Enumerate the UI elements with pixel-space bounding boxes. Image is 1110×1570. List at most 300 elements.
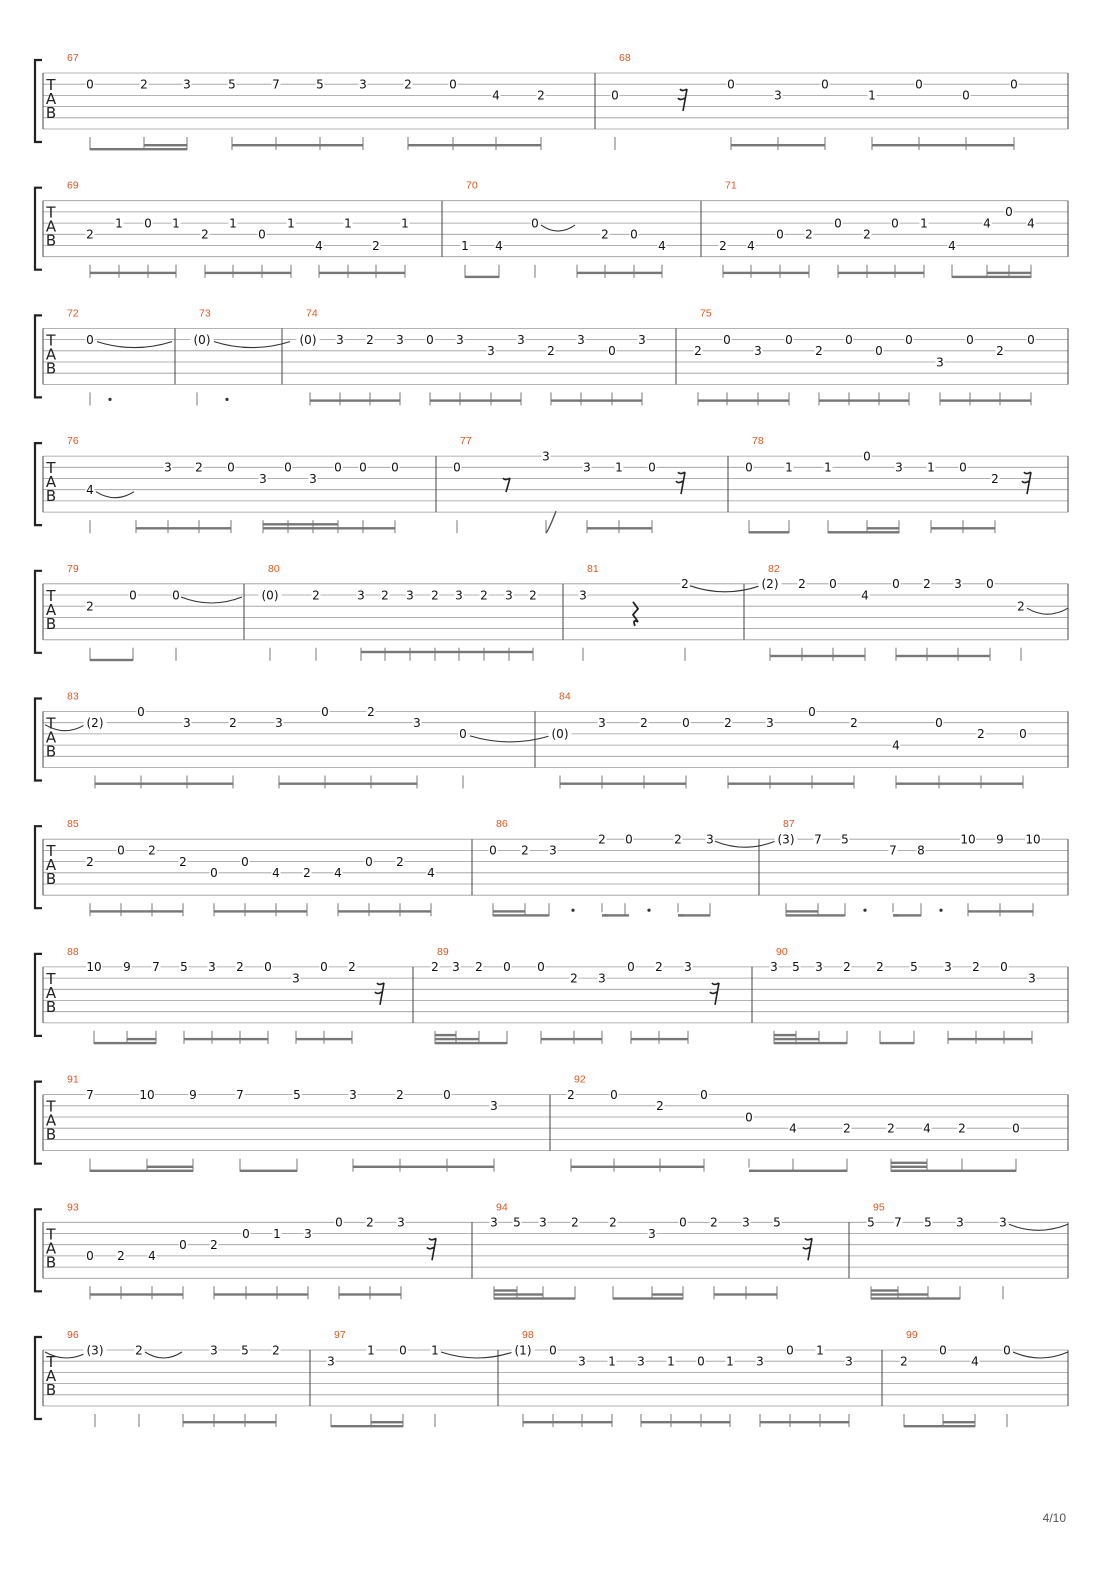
fret-number: 0 <box>241 854 249 869</box>
system-bracket <box>35 1082 42 1164</box>
fret-number: 2 <box>348 960 356 975</box>
beam-stub <box>893 914 899 916</box>
fret-number: 5 <box>293 1087 301 1102</box>
fret-number: 2 <box>367 704 375 719</box>
tab-clef-letter: T <box>46 203 56 222</box>
sixteenth-rest <box>1022 472 1031 494</box>
beam <box>896 655 990 657</box>
fret-number: 5 <box>792 960 800 975</box>
fret-number: 2 <box>135 1343 143 1358</box>
fret-number: (0) <box>193 332 211 347</box>
tab-clef-letter: B <box>45 1125 57 1144</box>
fret-number: 3 <box>956 1215 964 1230</box>
beam <box>560 783 686 785</box>
duration-dot <box>939 909 942 912</box>
beam <box>774 1034 796 1036</box>
fret-number: 3 <box>304 1226 312 1241</box>
fret-number: 0 <box>863 449 871 464</box>
fret-number: 2 <box>710 1215 718 1230</box>
bar-number: 70 <box>466 179 478 192</box>
tab-clef-letter: B <box>45 742 57 761</box>
bar-number: 76 <box>67 435 79 448</box>
fret-number: 2 <box>863 227 871 242</box>
page-number: 4/10 <box>1042 1511 1066 1525</box>
fret-number: (0) <box>551 727 569 742</box>
fret-number: 0 <box>1010 77 1018 92</box>
tab-clef-letter: T <box>46 714 56 733</box>
system-bracket <box>35 315 42 397</box>
fret-number: 7 <box>236 1087 244 1102</box>
beam <box>871 1293 928 1295</box>
fret-number: 3 <box>954 577 962 592</box>
beam <box>465 276 499 278</box>
fret-number: 5 <box>513 1215 521 1230</box>
beam <box>296 1038 352 1040</box>
tab-clef-letter: A <box>45 1111 57 1130</box>
fret-number: 2 <box>86 599 94 614</box>
fret-number: 2 <box>431 960 439 975</box>
tie <box>1009 1224 1068 1230</box>
fret-number: 2 <box>977 727 985 742</box>
tie <box>97 342 172 348</box>
fret-number: 3 <box>259 471 267 486</box>
fret-number: 0 <box>426 332 434 347</box>
sixteenth-rest <box>375 983 384 1005</box>
fret-number: 0 <box>129 588 137 603</box>
bar-number: 97 <box>334 1329 346 1341</box>
tie <box>145 1352 182 1358</box>
beam <box>891 1166 927 1168</box>
tab-clef-letter: A <box>45 1367 57 1385</box>
tab-clef-letter: T <box>46 969 56 988</box>
fret-number: 2 <box>843 1121 851 1136</box>
fret-number: 5 <box>180 960 188 975</box>
fret-number: 2 <box>674 832 682 847</box>
beam <box>90 910 183 912</box>
fret-number: 1 <box>229 216 237 231</box>
beam <box>430 399 521 401</box>
fret-number: 10 <box>86 960 102 975</box>
beam <box>940 399 1031 401</box>
bar-number: 96 <box>67 1329 79 1341</box>
fret-number: 0 <box>845 332 853 347</box>
bar-number: 75 <box>700 307 712 320</box>
fret-number: 2 <box>815 344 823 359</box>
fret-number: 2 <box>396 854 404 869</box>
fret-number: 7 <box>272 77 280 92</box>
fret-number: 4 <box>789 1121 797 1136</box>
beam <box>214 1293 308 1295</box>
beam <box>435 1038 479 1040</box>
bar-number: 79 <box>67 562 79 575</box>
fret-number: 0 <box>875 344 883 359</box>
fret-number: 3 <box>577 332 585 347</box>
fret-number: 3 <box>845 1354 853 1369</box>
fret-number: (3) <box>86 1343 104 1358</box>
fret-number: 0 <box>264 960 272 975</box>
tab-system <box>35 1201 1068 1299</box>
beam <box>551 399 642 401</box>
fret-number: 9 <box>996 832 1004 847</box>
bar-number: 82 <box>768 562 780 575</box>
beam <box>571 1166 704 1168</box>
fret-number: 0 <box>359 460 367 475</box>
beam <box>435 1042 507 1044</box>
sixteenth-rest <box>803 1238 812 1260</box>
fret-number: 3 <box>327 1354 335 1369</box>
beam <box>361 651 533 653</box>
tab-clef-letter: T <box>46 842 56 861</box>
fret-number: 2 <box>117 1249 125 1264</box>
beam <box>641 1421 730 1423</box>
fret-number: 3 <box>936 355 944 370</box>
fret-number: 0 <box>1000 960 1008 975</box>
fret-number: 2 <box>724 716 732 730</box>
beam-stub <box>602 914 608 916</box>
beam <box>731 144 825 146</box>
system-bracket <box>35 826 42 908</box>
fret-number: 3 <box>275 716 283 730</box>
duration-dot <box>225 398 228 401</box>
fret-number: 0 <box>144 216 152 231</box>
duration-dot <box>863 909 866 912</box>
fret-number: (3) <box>777 832 795 847</box>
fret-number: 2 <box>570 971 578 986</box>
fret-number: 3 <box>349 1087 357 1102</box>
fret-number: 3 <box>583 460 591 475</box>
fret-number: 2 <box>843 960 851 975</box>
bar-number: 93 <box>67 1201 79 1214</box>
fret-number: 0 <box>453 460 461 475</box>
fret-number: 3 <box>579 588 587 603</box>
beam <box>652 1293 683 1295</box>
fret-number: 0 <box>966 332 974 347</box>
fret-number: 3 <box>944 960 952 975</box>
fret-number: 3 <box>505 588 513 603</box>
fret-number: 0 <box>745 460 753 475</box>
beam <box>263 523 338 525</box>
fret-number: 8 <box>917 843 925 858</box>
fret-number: 3 <box>999 1215 1007 1230</box>
tab-clef-letter: T <box>46 1097 56 1116</box>
fret-number: 0 <box>86 332 94 347</box>
beam <box>631 1038 688 1040</box>
fret-number: 3 <box>452 960 460 975</box>
fret-number: 0 <box>892 577 900 592</box>
fret-number: 4 <box>971 1354 979 1369</box>
fret-number: 2 <box>598 832 606 847</box>
bar-number: 92 <box>574 1073 586 1086</box>
bar-number: 80 <box>268 562 280 575</box>
tab-system <box>35 691 1068 789</box>
beam <box>95 783 233 785</box>
fret-number: 1 <box>401 216 409 231</box>
bar-number: 69 <box>67 179 79 192</box>
fret-number: 7 <box>86 1087 94 1102</box>
tab-system <box>35 1329 1068 1427</box>
beam <box>774 1038 819 1040</box>
tab-clef-letter: B <box>45 614 57 633</box>
fret-number: (0) <box>261 588 279 603</box>
fret-number: 3 <box>357 588 365 603</box>
tab-clef-letter: T <box>46 1225 56 1244</box>
beam <box>723 272 809 274</box>
bar-number: 67 <box>67 52 79 64</box>
beam-stub <box>678 914 684 916</box>
tab-clef-letter: A <box>45 856 57 875</box>
fret-number: 2 <box>229 716 237 730</box>
bar-number: 86 <box>496 818 508 831</box>
fret-number: 2 <box>719 238 727 253</box>
beam <box>90 272 176 274</box>
tie <box>470 736 550 742</box>
fret-number: 3 <box>542 449 550 464</box>
fret-number: 5 <box>867 1215 875 1230</box>
tab-clef-letter: A <box>45 728 57 747</box>
fret-number: 2 <box>201 227 209 242</box>
beam <box>774 1042 847 1044</box>
fret-number: 1 <box>431 1343 439 1358</box>
fret-number: 3 <box>455 588 463 603</box>
tab-clef-letter: A <box>45 600 57 619</box>
beam <box>205 272 291 274</box>
fret-number: (2) <box>761 577 779 592</box>
tie <box>96 492 134 498</box>
fret-number: 0 <box>334 460 342 475</box>
fret-number: 2 <box>179 854 187 869</box>
fret-number: 3 <box>756 1354 764 1369</box>
fret-number: 4 <box>861 588 869 603</box>
beam <box>749 1170 847 1172</box>
tab-clef-letter: T <box>46 1353 56 1371</box>
beam <box>127 1038 156 1040</box>
beam <box>541 1038 602 1040</box>
fret-number: 0 <box>391 460 399 475</box>
fret-number: 3 <box>598 971 606 986</box>
fret-number: 3 <box>456 332 464 347</box>
tab-clef-letter: B <box>45 870 57 889</box>
fret-number: 0 <box>320 960 328 975</box>
tab-clef-letter: A <box>45 345 57 364</box>
duration-dot <box>647 909 650 912</box>
beam <box>904 1425 975 1427</box>
duration-dot <box>571 909 574 912</box>
beam <box>494 1289 517 1291</box>
beam <box>523 1421 612 1423</box>
beam <box>279 783 417 785</box>
tab-clef-letter: A <box>45 1239 57 1258</box>
tie <box>214 342 290 348</box>
tab-clef-letter: B <box>45 487 57 506</box>
beam <box>240 1170 297 1172</box>
fret-number: 0 <box>172 588 180 603</box>
fret-number: 2 <box>396 1087 404 1102</box>
bar-number: 83 <box>67 690 79 703</box>
fret-number: 1 <box>344 216 352 231</box>
fret-number: 0 <box>935 716 943 730</box>
beam <box>828 531 899 533</box>
beam <box>90 1293 183 1295</box>
fret-number: 2 <box>521 843 529 858</box>
beam <box>319 272 405 274</box>
fret-number: 2 <box>972 960 980 975</box>
fret-number: 1 <box>667 1354 675 1369</box>
beam-stub <box>1010 1170 1016 1172</box>
fret-number: 1 <box>726 1354 734 1369</box>
tie <box>181 597 242 603</box>
fret-number: 0 <box>443 1087 451 1102</box>
fret-number: 2 <box>1017 599 1025 614</box>
fret-number: 4 <box>923 1121 931 1136</box>
bar-number: 84 <box>559 690 571 703</box>
fret-number: 2 <box>381 588 389 603</box>
fret-number: 0 <box>86 77 94 92</box>
fret-number: 2 <box>876 960 884 975</box>
fret-number: 4 <box>427 866 435 881</box>
fret-number: 2 <box>547 344 555 359</box>
fret-number: 2 <box>640 716 648 730</box>
system-bracket <box>35 188 42 270</box>
beam <box>838 272 924 274</box>
fret-number: 3 <box>638 332 646 347</box>
tab-clef-letter: T <box>46 331 56 350</box>
beam <box>339 1293 401 1295</box>
fret-number: 1 <box>172 216 180 231</box>
fret-number: 3 <box>637 1354 645 1369</box>
bar-number: 91 <box>67 1073 79 1086</box>
system-bracket <box>35 1337 42 1419</box>
beam <box>90 1170 193 1172</box>
fret-number: 2 <box>923 577 931 592</box>
beam <box>183 1421 276 1423</box>
fret-number: 3 <box>706 832 714 847</box>
beam <box>493 910 525 912</box>
fret-number: 3 <box>396 332 404 347</box>
fret-number: 4 <box>492 88 500 103</box>
fret-number: 2 <box>148 843 156 858</box>
fret-number: 2 <box>991 471 999 486</box>
fret-number: 7 <box>889 843 897 858</box>
fret-number: 3 <box>208 960 216 975</box>
fret-number: 0 <box>210 866 218 881</box>
fret-number: 0 <box>829 577 837 592</box>
fret-number: 1 <box>927 460 935 475</box>
fret-number: 3 <box>770 960 778 975</box>
beam <box>331 1425 403 1427</box>
fret-number: 4 <box>892 738 900 753</box>
fret-number: 10 <box>1025 832 1041 847</box>
fret-number: 3 <box>359 77 367 92</box>
bar-number: 77 <box>460 435 472 448</box>
fret-number: 3 <box>183 716 191 730</box>
beam <box>147 1166 193 1168</box>
fret-number: 0 <box>611 88 619 103</box>
beam <box>94 1042 156 1044</box>
fret-number: 0 <box>537 960 545 975</box>
fret-number: 2 <box>681 577 689 592</box>
fret-number: 2 <box>655 960 663 975</box>
fret-number: 2 <box>529 588 537 603</box>
fret-number: 0 <box>939 1343 947 1358</box>
beam <box>408 144 541 146</box>
fret-number: 3 <box>684 960 692 975</box>
tie <box>715 841 775 847</box>
fret-number: 4 <box>148 1249 156 1264</box>
tie <box>1027 608 1068 614</box>
beam <box>987 272 1031 274</box>
tab-clef-letter: A <box>45 90 57 108</box>
beam <box>310 399 400 401</box>
fret-number: 1 <box>287 216 295 231</box>
beam <box>786 910 818 912</box>
bar-number: 85 <box>67 818 79 831</box>
fret-number: 0 <box>745 1110 753 1125</box>
fret-number: 0 <box>86 1249 94 1264</box>
bar-number: 68 <box>619 52 631 64</box>
fret-number: 0 <box>1019 727 1027 742</box>
note-flag <box>546 511 556 533</box>
bar-number: 99 <box>906 1329 918 1341</box>
fret-number: 3 <box>490 1215 498 1230</box>
beam <box>90 659 133 661</box>
tab-system <box>35 1074 1068 1172</box>
fret-number: 1 <box>920 216 928 231</box>
fret-number: 1 <box>816 1343 824 1358</box>
beam <box>232 144 363 146</box>
bar-number: 88 <box>67 945 79 958</box>
beam <box>770 655 865 657</box>
fret-number: 5 <box>241 1343 249 1358</box>
fret-number: 0 <box>808 704 816 719</box>
beam-stub <box>841 1170 847 1172</box>
fret-number: 0 <box>610 1087 618 1102</box>
fret-number: 0 <box>915 77 923 92</box>
tie <box>690 586 760 592</box>
fret-number: 3 <box>490 1099 498 1114</box>
tab-clef-letter: B <box>45 1381 57 1399</box>
fret-number: 3 <box>895 460 903 475</box>
beam <box>786 914 845 916</box>
system-bracket <box>35 699 42 781</box>
bar-number: 73 <box>199 307 211 320</box>
fret-number: 0 <box>335 1215 343 1230</box>
fret-number: 2 <box>366 332 374 347</box>
fret-number: 0 <box>648 460 656 475</box>
fret-number: 0 <box>986 577 994 592</box>
fret-number: 2 <box>140 77 148 92</box>
fret-number: 0 <box>1005 205 1013 220</box>
fret-number: 1 <box>367 1343 375 1358</box>
beam <box>872 144 1014 146</box>
fret-number: 0 <box>625 832 633 847</box>
fret-number: 0 <box>785 332 793 347</box>
beam <box>144 144 187 146</box>
fret-number: 0 <box>117 843 125 858</box>
fret-number: 3 <box>183 77 191 92</box>
beam <box>494 1297 575 1299</box>
tab-clef-letter: A <box>45 983 57 1002</box>
fret-number: 0 <box>697 1354 705 1369</box>
beam <box>184 1038 268 1040</box>
fret-number: 0 <box>449 77 457 92</box>
fret-number: 2 <box>404 77 412 92</box>
tab-clef-letter: B <box>45 997 57 1016</box>
fret-number: 2 <box>887 1121 895 1136</box>
fret-number: 0 <box>630 227 638 242</box>
tab-system <box>35 307 1068 405</box>
beam <box>749 531 789 533</box>
fret-number: 0 <box>700 1087 708 1102</box>
